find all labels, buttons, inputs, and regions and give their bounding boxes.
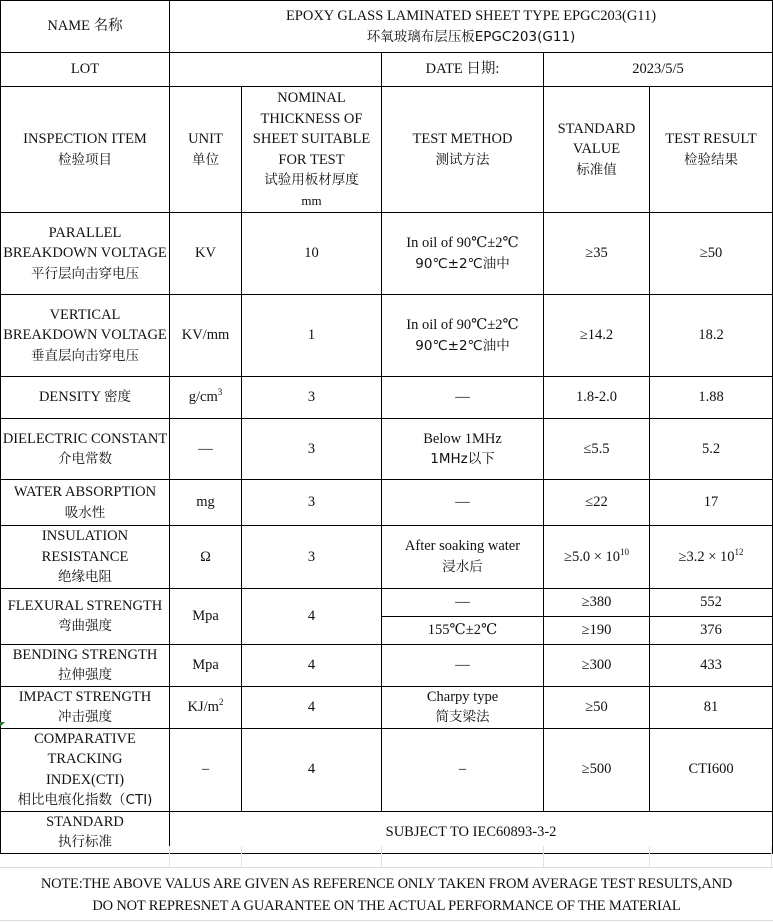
method-cell[interactable]: 155℃±2℃: [382, 616, 544, 644]
unit-cell[interactable]: [170, 377, 242, 419]
unit-text: g/cm: [188, 389, 218, 406]
item-en: COMPARATIVE TRACKING INDEX(CTI): [34, 730, 136, 788]
method-cell[interactable]: –: [382, 728, 544, 811]
unit-superscript: 3: [217, 387, 223, 398]
col-header-result[interactable]: [650, 87, 773, 213]
item-zh: 相比电痕化指数（CTI): [17, 792, 153, 808]
col-standard-zh: 标准值: [576, 161, 617, 178]
col-header-unit[interactable]: [170, 87, 242, 213]
item-zh: 密度: [104, 389, 132, 406]
product-name-en: EPOXY GLASS LAMINATED SHEET TYPE EPGC203(G11): [285, 8, 657, 24]
gridline: [169, 846, 170, 867]
method-cell[interactable]: [382, 213, 544, 295]
name-label: NAME 名称: [47, 18, 123, 35]
method-en: After soaking water: [404, 538, 521, 555]
result-cell[interactable]: 17: [650, 480, 773, 526]
item-en: IMPACT STRENGTH: [18, 688, 152, 705]
item-zh: 介电常数: [58, 451, 112, 467]
standard-cell[interactable]: ≤5.5: [544, 419, 650, 480]
unit-cell[interactable]: Mpa: [170, 644, 242, 686]
method-cell[interactable]: [382, 295, 544, 377]
col-header-standard[interactable]: [544, 87, 650, 213]
table-row: [1, 377, 773, 419]
product-name-cell[interactable]: [170, 1, 773, 53]
col-header-item[interactable]: [1, 87, 170, 213]
lot-date-row: [1, 53, 773, 87]
standard-cell[interactable]: ≥190: [544, 616, 650, 644]
item-en: FLEXURAL STRENGTH: [7, 597, 163, 614]
result-cell[interactable]: 433: [650, 644, 773, 686]
result-cell[interactable]: [650, 526, 773, 589]
col-standard-en: STANDARD VALUE: [557, 120, 636, 158]
lot-label-cell[interactable]: [1, 53, 170, 87]
thickness-cell[interactable]: 10: [242, 213, 382, 295]
table-row: [1, 213, 773, 295]
unit-cell[interactable]: KV/mm: [170, 295, 242, 377]
table-row: [1, 295, 773, 377]
table-row: [1, 728, 773, 811]
standard-cell[interactable]: ≥50: [544, 686, 650, 728]
table-row: [1, 480, 773, 526]
unit-cell[interactable]: Ω: [170, 526, 242, 589]
thickness-cell[interactable]: 4: [242, 686, 382, 728]
standard-exponent: 10: [620, 546, 629, 557]
col-method-en: TEST METHOD: [412, 131, 513, 147]
standard-label-zh: 执行标准: [58, 834, 112, 850]
item-cell[interactable]: [1, 377, 170, 419]
gridline: [771, 846, 772, 867]
result-cell[interactable]: ≥50: [650, 213, 773, 295]
thickness-cell[interactable]: 3: [242, 480, 382, 526]
product-name-zh: 环氧玻璃布层压板EPGC203(G11): [366, 28, 576, 45]
cell-error-indicator-icon[interactable]: [0, 722, 5, 727]
standard-text: ≥5.0 × 10: [563, 548, 620, 565]
column-header-row: [1, 87, 773, 213]
method-cell[interactable]: [382, 419, 544, 480]
col-unit-zh: 单位: [192, 151, 219, 168]
item-en: DIELECTRIC CONSTANT: [2, 430, 168, 447]
item-en: INSULATION RESISTANCE: [41, 528, 129, 565]
item-zh: 平行层向击穿电压: [31, 265, 139, 282]
item-en: PARALLEL BREAKDOWN VOLTAGE: [3, 224, 167, 262]
unit-cell[interactable]: mg: [170, 480, 242, 526]
thickness-cell[interactable]: 3: [242, 377, 382, 419]
standard-cell[interactable]: ≥300: [544, 644, 650, 686]
standard-cell[interactable]: ≥500: [544, 728, 650, 811]
item-cell[interactable]: [1, 419, 170, 480]
col-item-en: INSPECTION ITEM: [23, 131, 147, 147]
col-thickness-zh: 试验用板材厚度: [264, 172, 359, 188]
item-en: DENSITY: [38, 389, 101, 406]
result-exponent: 12: [734, 546, 744, 557]
gridline: [649, 846, 650, 867]
table-row: [1, 686, 773, 728]
method-en: In oil of 90℃±2℃: [406, 235, 519, 251]
item-zh: 弯曲强度: [58, 618, 112, 634]
col-header-thickness[interactable]: [242, 87, 382, 213]
col-result-zh: 检验结果: [684, 151, 739, 168]
method-cell[interactable]: [382, 686, 544, 728]
result-cell[interactable]: CTI600: [650, 728, 773, 811]
date-value-cell[interactable]: [544, 53, 773, 87]
standard-cell[interactable]: ≥35: [544, 213, 650, 295]
standard-value-cell[interactable]: SUBJECT TO IEC60893-3-2: [170, 811, 773, 853]
note-line-2: DO NOT REPRESNET A GUARANTEE ON THE ACTUAL PERFORMANCE OF THE MATERIAL: [92, 898, 681, 914]
thickness-cell[interactable]: 3: [242, 526, 382, 589]
lot-label: LOT: [70, 61, 100, 78]
col-result-en: TEST RESULT: [665, 131, 757, 147]
thickness-cell[interactable]: 4: [242, 644, 382, 686]
standard-cell[interactable]: [544, 526, 650, 589]
table-row: [1, 644, 773, 686]
gridline: [381, 846, 382, 867]
method-zh: 简支梁法: [435, 709, 490, 725]
date-label-cell[interactable]: [382, 53, 544, 87]
col-method-zh: 测试方法: [435, 151, 490, 168]
result-cell[interactable]: 1.88: [650, 377, 773, 419]
method-zh: 1MHz以下: [430, 451, 495, 467]
result-cell[interactable]: 552: [650, 588, 773, 616]
method-cell[interactable]: —: [382, 644, 544, 686]
standard-cell[interactable]: ≤22: [544, 480, 650, 526]
item-cell[interactable]: [1, 644, 170, 686]
col-item-zh: 检验项目: [58, 151, 112, 168]
item-en: VERTICAL BREAKDOWN VOLTAGE: [3, 306, 167, 344]
method-en: Below 1MHz: [423, 430, 502, 447]
standard-cell[interactable]: 1.8-2.0: [544, 377, 650, 419]
result-cell[interactable]: 18.2: [650, 295, 773, 377]
col-unit-en: UNIT: [188, 131, 223, 147]
item-en: WATER ABSORPTION: [13, 484, 157, 500]
name-row: [1, 1, 773, 53]
method-zh: 90℃±2℃油中: [415, 337, 510, 354]
thickness-cell[interactable]: 1: [242, 295, 382, 377]
item-cell[interactable]: [1, 728, 170, 811]
table-row: [1, 419, 773, 480]
empty-spreadsheet-row[interactable]: [0, 846, 773, 868]
col-thickness-unit: mm: [301, 192, 322, 208]
unit-cell[interactable]: —: [170, 419, 242, 480]
thickness-cell[interactable]: 4: [242, 588, 382, 644]
item-cell[interactable]: [1, 588, 170, 644]
lot-value-cell[interactable]: [170, 53, 382, 87]
item-en: BENDING STRENGTH: [12, 646, 158, 663]
item-zh: 绝缘电阻: [58, 569, 112, 585]
standard-cell[interactable]: ≥380: [544, 588, 650, 616]
method-en: Charpy type: [426, 688, 499, 705]
table-row: [1, 526, 773, 589]
table-row: [1, 588, 773, 616]
unit-cell[interactable]: –: [170, 728, 242, 811]
item-zh: 吸水性: [64, 504, 106, 521]
method-zh: 90℃±2℃油中: [415, 255, 510, 272]
item-cell[interactable]: [1, 295, 170, 377]
result-cell[interactable]: 81: [650, 686, 773, 728]
col-header-method[interactable]: [382, 87, 544, 213]
item-cell[interactable]: [1, 686, 170, 728]
method-cell[interactable]: —: [382, 377, 544, 419]
thickness-cell[interactable]: 4: [242, 728, 382, 811]
unit-cell[interactable]: KV: [170, 213, 242, 295]
method-cell[interactable]: —: [382, 480, 544, 526]
unit-superscript: 2: [218, 696, 224, 707]
date-label: DATE 日期:: [425, 61, 500, 78]
item-zh: 垂直层向击穿电压: [31, 347, 139, 364]
item-cell[interactable]: [1, 480, 170, 526]
standard-label-en: STANDARD: [46, 813, 124, 830]
unit-text: KJ/m: [187, 698, 219, 715]
item-cell[interactable]: [1, 213, 170, 295]
gridline: [543, 846, 544, 867]
method-cell[interactable]: [382, 526, 544, 589]
method-zh: 浸水后: [442, 558, 483, 575]
unit-cell[interactable]: Mpa: [170, 588, 242, 644]
item-cell[interactable]: [1, 526, 170, 589]
note-line-1: NOTE:THE ABOVE VALUS ARE GIVEN AS REFERENCE ONLY TAKEN FROM AVERAGE TEST RESULTS,AND: [40, 876, 733, 892]
disclaimer-note[interactable]: [0, 867, 773, 921]
col-thickness-en: NOMINAL THICKNESS OF SHEET SUITABLE FOR TEST: [252, 90, 371, 168]
method-cell[interactable]: —: [382, 588, 544, 616]
item-zh: 拉伸强度: [58, 667, 112, 683]
item-zh: 冲击强度: [58, 709, 112, 725]
result-cell[interactable]: 376: [650, 616, 773, 644]
result-cell[interactable]: 5.2: [650, 419, 773, 480]
date-value: 2023/5/5: [632, 61, 684, 78]
unit-cell[interactable]: [170, 686, 242, 728]
standard-cell[interactable]: ≥14.2: [544, 295, 650, 377]
method-en: In oil of 90℃±2℃: [406, 317, 519, 333]
name-label-cell[interactable]: [1, 1, 170, 53]
result-text: ≥3.2 × 10: [678, 548, 735, 565]
gridline: [241, 846, 242, 867]
thickness-cell[interactable]: 3: [242, 419, 382, 480]
